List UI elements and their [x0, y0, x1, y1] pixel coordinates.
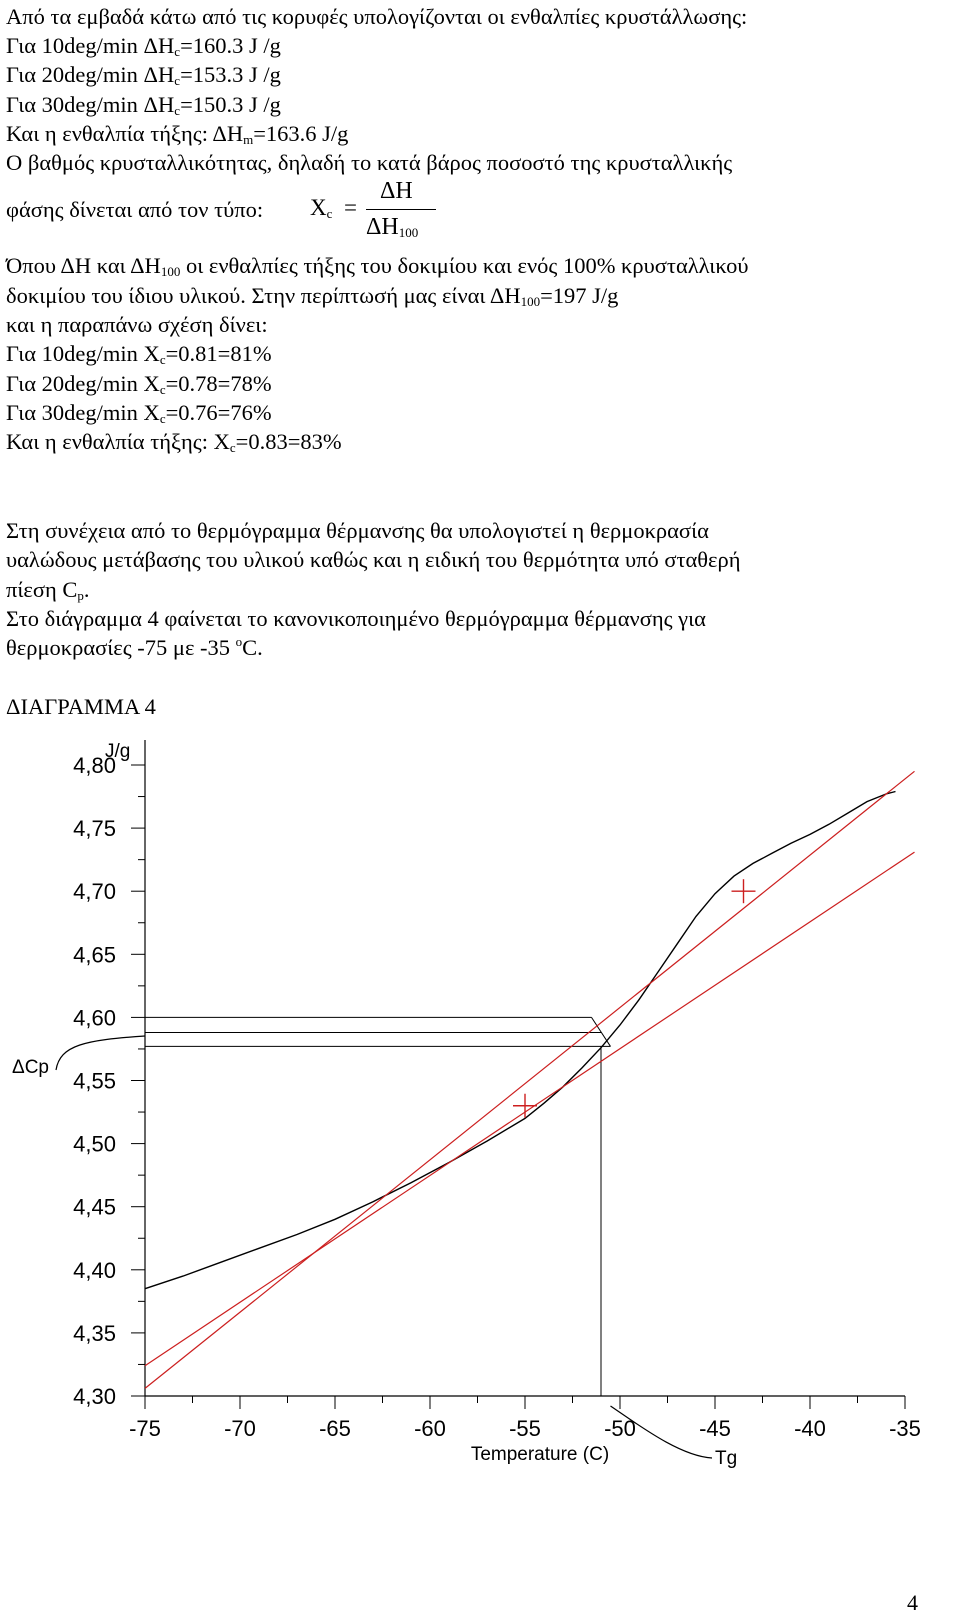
text-line: Όπου ΔH και $\Delta H_{100}$ οι ενθαλπίες τήξης του δοκιμίου και ενός 100% κρυσταλλικού: [6, 253, 749, 279]
formula-fraction-bar: [366, 209, 436, 210]
formula-denominator: $\Delta H_{100}$: [366, 214, 419, 240]
y-tick-label: 4,75: [73, 816, 116, 842]
text-line: Για 20deg/min $\Delta H_c=153.3$ J /g: [6, 62, 281, 88]
y-tick-label: 4,35: [73, 1320, 116, 1346]
text-line: Για 10deg/min $\Delta H_c=160.3$ J /g: [6, 33, 281, 59]
diagram-heading: ΔΙΑΓΡΑΜΜΑ 4: [6, 694, 156, 719]
formula-numerator: ΔH: [380, 178, 413, 204]
y-tick-label: 4,45: [73, 1194, 116, 1220]
text-line: και η παραπάνω σχέση δίνει:: [6, 312, 268, 337]
x-tick-label: -70: [224, 1416, 256, 1441]
text-line: Για 10deg/min $X_c=0.81=81\%$: [6, 341, 272, 367]
y-tick-label: 4,60: [73, 1005, 116, 1031]
x-tick-label: -35: [889, 1416, 921, 1441]
x-tick-label: -45: [699, 1416, 731, 1441]
x-tick-label: -55: [509, 1416, 541, 1441]
tg-guide-lines: [145, 1017, 611, 1396]
text-line: Από τα εμβαδά κάτω από τις κορυφές υπολογίζονται οι ενθαλπίες κρυστάλλωσης:: [6, 4, 748, 29]
x-tick-label: -65: [319, 1416, 351, 1441]
chart-series: [145, 771, 915, 1388]
text-line: Ο βαθμός κρυσταλλικότητας, δηλαδή το κατά βάρος ποσοστό της κρυσταλλικής: [6, 150, 733, 175]
tangent-point-marker: [513, 1094, 537, 1118]
tg-connector: [592, 1017, 611, 1046]
x-axis-label: Temperature (C): [470, 1444, 610, 1465]
y-tick-label: 4,65: [73, 942, 116, 968]
dsc-thermogram-chart: [0, 740, 960, 1500]
text-line: Για 30deg/min $\Delta H_c=150.3$ J /g: [6, 92, 281, 118]
y-tick-label: 4,70: [73, 879, 116, 905]
text-line: Για 30deg/min $X_c=0.76=76\%$: [6, 400, 272, 426]
y-axis-label: J/g: [105, 740, 131, 762]
text-line: Και η ενθαλπία τήξης: $X_c=0.83=83\%$: [6, 429, 342, 455]
tangent-points: [513, 879, 756, 1118]
x-tick-label: -40: [794, 1416, 826, 1441]
text-line: Για 20deg/min $X_c=0.78=78\%$: [6, 371, 272, 397]
dsc-curve: [145, 792, 896, 1289]
y-tick-label: 4,30: [73, 1384, 116, 1409]
crystallinity-formula: [308, 178, 448, 248]
delta-cp-label: ΔCp: [12, 1057, 49, 1078]
tg-label: Tg: [715, 1448, 738, 1469]
x-tick-label: -50: [604, 1416, 636, 1441]
text-line: δοκιμίου του ίδιου υλικού. Στην περίπτωσή μας είναι $\Delta H_{100}=197$ J/g: [6, 283, 619, 309]
formula-equals: =: [344, 195, 357, 220]
tangent-line-upper: [145, 771, 915, 1388]
x-tick-label: -75: [129, 1416, 161, 1441]
text-line: θερμοκρασίες -75 με -35 $^o$C.: [6, 634, 263, 660]
y-tick-label: 4,40: [73, 1257, 116, 1283]
text-line: υαλώδους μετάβασης του υλικού καθώς και η ειδική του θερμότητα υπό σταθερή: [6, 547, 741, 572]
chart-axes: [73, 740, 921, 1441]
text-line: Στο διάγραμμα 4 φαίνεται το κανονικοποιημένο θερμόγραμμα θέρμανσης για: [6, 606, 706, 631]
formula-lhs: $X_c$: [310, 195, 333, 221]
text-line: φάσης δίνεται από τον τύπο:: [6, 197, 264, 222]
y-tick-label: 4,50: [73, 1131, 116, 1157]
text-line: πίεση $C_p$.: [6, 577, 90, 603]
y-tick-label: 4,55: [73, 1068, 116, 1094]
y-tick-label: 4,80: [73, 753, 116, 778]
tangent-point-marker: [732, 879, 756, 903]
delta-cp-leader: [56, 1036, 145, 1070]
page-number: 4: [907, 1590, 918, 1615]
x-tick-label: -60: [414, 1416, 446, 1441]
chart-labels: [12, 741, 737, 1469]
text-line: Στη συνέχεια από το θερμόγραμμα θέρμανσης θα υπολογιστεί η θερμοκρασία: [6, 518, 709, 543]
tangent-line-lower: [145, 852, 915, 1366]
text-line: Και η ενθαλπία τήξης: $\Delta H_m=163.6$ J/g: [6, 121, 349, 147]
